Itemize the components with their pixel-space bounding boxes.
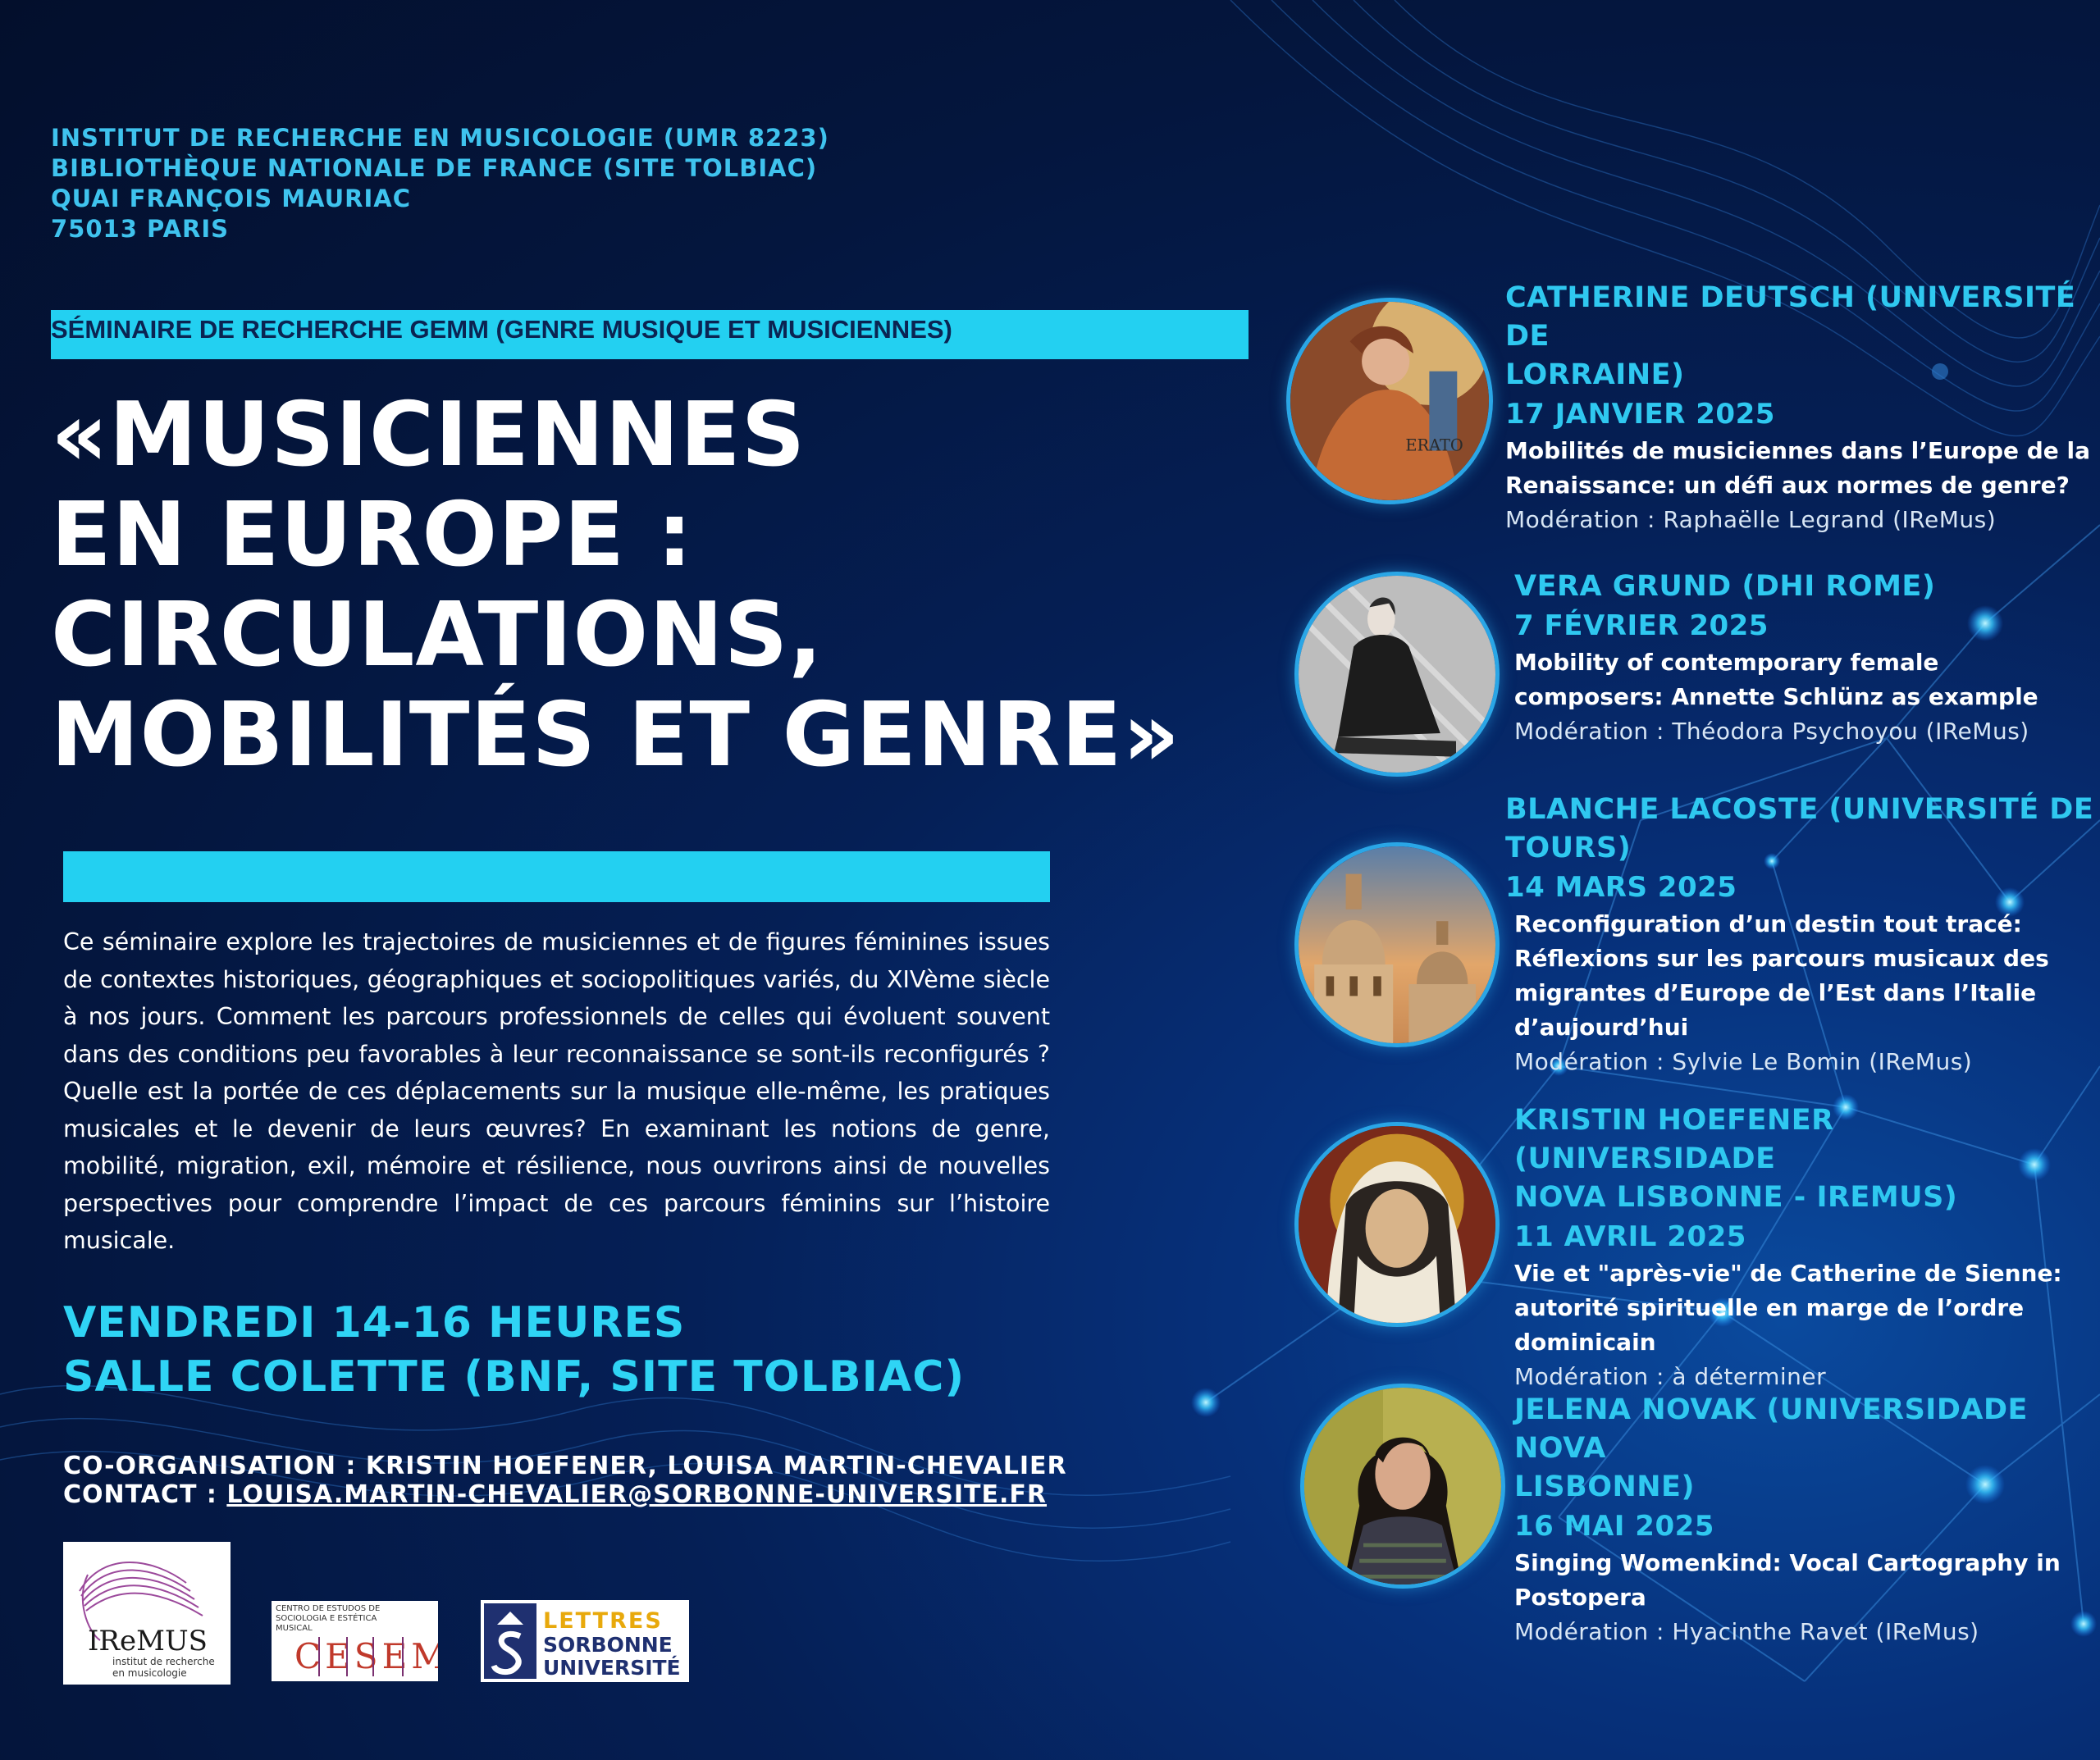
credits-block	[63, 1452, 1067, 1509]
seminar-description: Ce séminaire explore les trajectoires de musiciennes et de figures féminines issues de contextes historiques, géographiques et sociopolitiques variés, du XIVème siècle à nos jours. Comment les parcours professionnels de celles qui évoluent souvent dans des conditions peu favorables à leur reconnaissance se sont-ils reconfigurés ? Quelle est la portée de ces déplacements sur la musique elle-même, les pratiques musicales et le devenir de leurs œuvres? En examinant les notions de genre, mobilité, migration, exil, mémoire et résilience, nous ouvrirons ainsi de nouvelles perspectives pour comprendre l’impact de ces parcours féminins sur l’histoire musicale.	[63, 928, 1050, 1254]
cesem-logo-name: CESEM	[294, 1636, 438, 1676]
title-line-3: CIRCULATIONS,	[51, 584, 824, 686]
iremus-wave-icon	[63, 1542, 231, 1685]
session-3-moderation: Modération : Sylvie Le Bomin (IReMus)	[1514, 1048, 1973, 1075]
address-line-2: BIBLIOTHÈQUE NATIONALE DE FRANCE (SITE TOLBIAC)	[51, 154, 818, 182]
session-4-topic-line-2: autorité spirituelle en marge de l’ordre	[1514, 1294, 2025, 1321]
session-3-topic-line-1: Reconfiguration d’un destin tout tracé:	[1514, 910, 2022, 937]
accent-divider-bar	[63, 851, 1050, 902]
session-4-topic-line-3: dominicain	[1514, 1329, 1656, 1356]
session-1	[1505, 279, 2100, 537]
session-2-moderation: Modération : Théodora Psychoyou (IReMus)	[1514, 718, 2029, 745]
session-4-moderation: Modération : à déterminer	[1514, 1363, 1827, 1390]
schedule-room: SALLE COLETTE (BNF, SITE TOLBIAC)	[63, 1352, 966, 1402]
session-4	[1514, 1101, 2100, 1394]
main-title	[51, 385, 1281, 786]
session-1-speaker-line-1: CATHERINE DEUTSCH (UNIVERSITÉ DE	[1505, 281, 2076, 353]
session-4-speaker-line-2: NOVA LISBONNE - IREMUS)	[1514, 1181, 1958, 1214]
sorbonne-logo-line-3: UNIVERSITÉ	[543, 1656, 681, 1680]
session-5-moderation: Modération : Hyacinthe Ravet (IReMus)	[1514, 1618, 1979, 1645]
contact-line	[63, 1480, 1067, 1509]
session-3-speaker-line-1: BLANCHE LACOSTE (UNIVERSITÉ DE	[1505, 793, 2094, 826]
session-2	[1514, 568, 2038, 749]
session-1-moderation: Modération : Raphaëlle Legrand (IReMus)	[1505, 506, 1997, 533]
sorbonne-logo-line-1: LETTRES	[543, 1608, 663, 1634]
session-3-date: 14 MARS 2025	[1505, 871, 1737, 904]
schedule-time: VENDREDI 14-16 HEURES	[63, 1298, 686, 1347]
session-1-speaker-line-2: LORRAINE)	[1505, 358, 1685, 391]
cesem-logo-sub-2: SOCIOLOGIA E ESTÉTICA	[276, 1614, 377, 1623]
portrait-kristin-hoefener	[1294, 1122, 1500, 1327]
sorbonne-logo-line-2: SORBONNE	[543, 1633, 673, 1657]
session-4-speaker-line-1: KRISTIN HOEFENER (UNIVERSIDADE	[1514, 1104, 1834, 1175]
session-3-details	[1505, 907, 2093, 1079]
iremus-logo-sub-1: institut de recherche	[112, 1656, 215, 1667]
session-1-topic-line-2: Renaissance: un défi aux normes de genre?	[1505, 472, 2070, 499]
session-5-speaker-line-2: LISBONNE)	[1514, 1470, 1695, 1503]
cesem-logo	[272, 1601, 438, 1681]
title-line-2: EN EUROPE :	[51, 484, 693, 586]
address-line-4: 75013 PARIS	[51, 215, 230, 243]
portrait-jelena-novak	[1300, 1384, 1505, 1589]
contact-label: CONTACT :	[63, 1480, 227, 1509]
session-5-topic-line-2: Postopera	[1514, 1584, 1646, 1611]
title-line-1: «MUSICIENNES	[51, 384, 806, 486]
session-4-date: 11 AVRIL 2025	[1514, 1220, 1746, 1253]
portrait-vera-grund	[1294, 572, 1500, 777]
session-3-topic-line-2: Réflexions sur les parcours musicaux des	[1514, 945, 2049, 972]
address-line-3: QUAI FRANÇOIS MAURIAC	[51, 185, 412, 212]
sorbonne-lettres-logo	[481, 1600, 689, 1682]
portrait-caption: ERATO	[1405, 435, 1463, 455]
session-5-date: 16 MAI 2025	[1514, 1510, 1714, 1543]
seminar-label: SÉMINAIRE DE RECHERCHE GEMM (GENRE MUSIQUE ET MUSICIENNES)	[51, 315, 952, 344]
session-5	[1514, 1391, 2100, 1649]
iremus-logo-sub-2: en musicologie	[112, 1667, 187, 1679]
session-2-topic-line-2: composers: Annette Schlünz as example	[1514, 683, 2038, 710]
session-1-date: 17 JANVIER 2025	[1505, 398, 1775, 431]
coorganisation-line	[63, 1452, 1067, 1480]
iremus-logo	[63, 1542, 231, 1685]
portrait-catherine-deutsch	[1286, 298, 1493, 504]
cesem-logo-sub-1: CENTRO DE ESTUDOS DE	[276, 1604, 381, 1613]
session-5-topic-line-1: Singing Womenkind: Vocal Cartography in	[1514, 1549, 2061, 1576]
portrait-blanche-lacoste	[1294, 842, 1500, 1047]
cesem-logo-sub-3: MUSICAL	[276, 1624, 313, 1633]
iremus-logo-name: IReMUS	[88, 1625, 208, 1657]
coorganisation-names: KRISTIN HOEFENER, LOUISA MARTIN-CHEVALIER	[365, 1452, 1067, 1480]
session-3-speaker-line-2: TOURS)	[1505, 832, 1632, 864]
contact-email-link[interactable]: LOUISA.MARTIN-CHEVALIER@SORBONNE-UNIVERSITE.FR	[226, 1480, 1048, 1509]
session-2-date: 7 FÉVRIER 2025	[1514, 609, 1769, 642]
session-5-speaker-line-1: JELENA NOVAK (UNIVERSIDADE NOVA	[1514, 1393, 2028, 1465]
session-3-topic-line-3: migrantes d’Europe de l’Est dans l’Italie	[1514, 979, 2037, 1006]
session-2-speaker-line-1: VERA GRUND (DHI ROME)	[1514, 570, 1936, 603]
session-3-topic-line-4: d’aujourd’hui	[1514, 1014, 1689, 1041]
coorganisation-label: CO-ORGANISATION :	[63, 1452, 366, 1480]
session-2-topic-line-1: Mobility of contemporary female	[1514, 649, 1939, 676]
session-1-topic-line-1: Mobilités de musiciennes dans l’Europe de la	[1505, 437, 2091, 464]
session-3	[1505, 791, 2093, 1079]
title-line-4: MOBILITÉS ET GENRE»	[51, 684, 1181, 787]
schedule-block	[63, 1296, 965, 1404]
institution-address	[51, 123, 829, 244]
address-line-1: INSTITUT DE RECHERCHE EN MUSICOLOGIE (UMR 8223)	[51, 124, 829, 152]
session-4-topic-line-1: Vie et "après-vie" de Catherine de Sienne:	[1514, 1260, 2062, 1287]
